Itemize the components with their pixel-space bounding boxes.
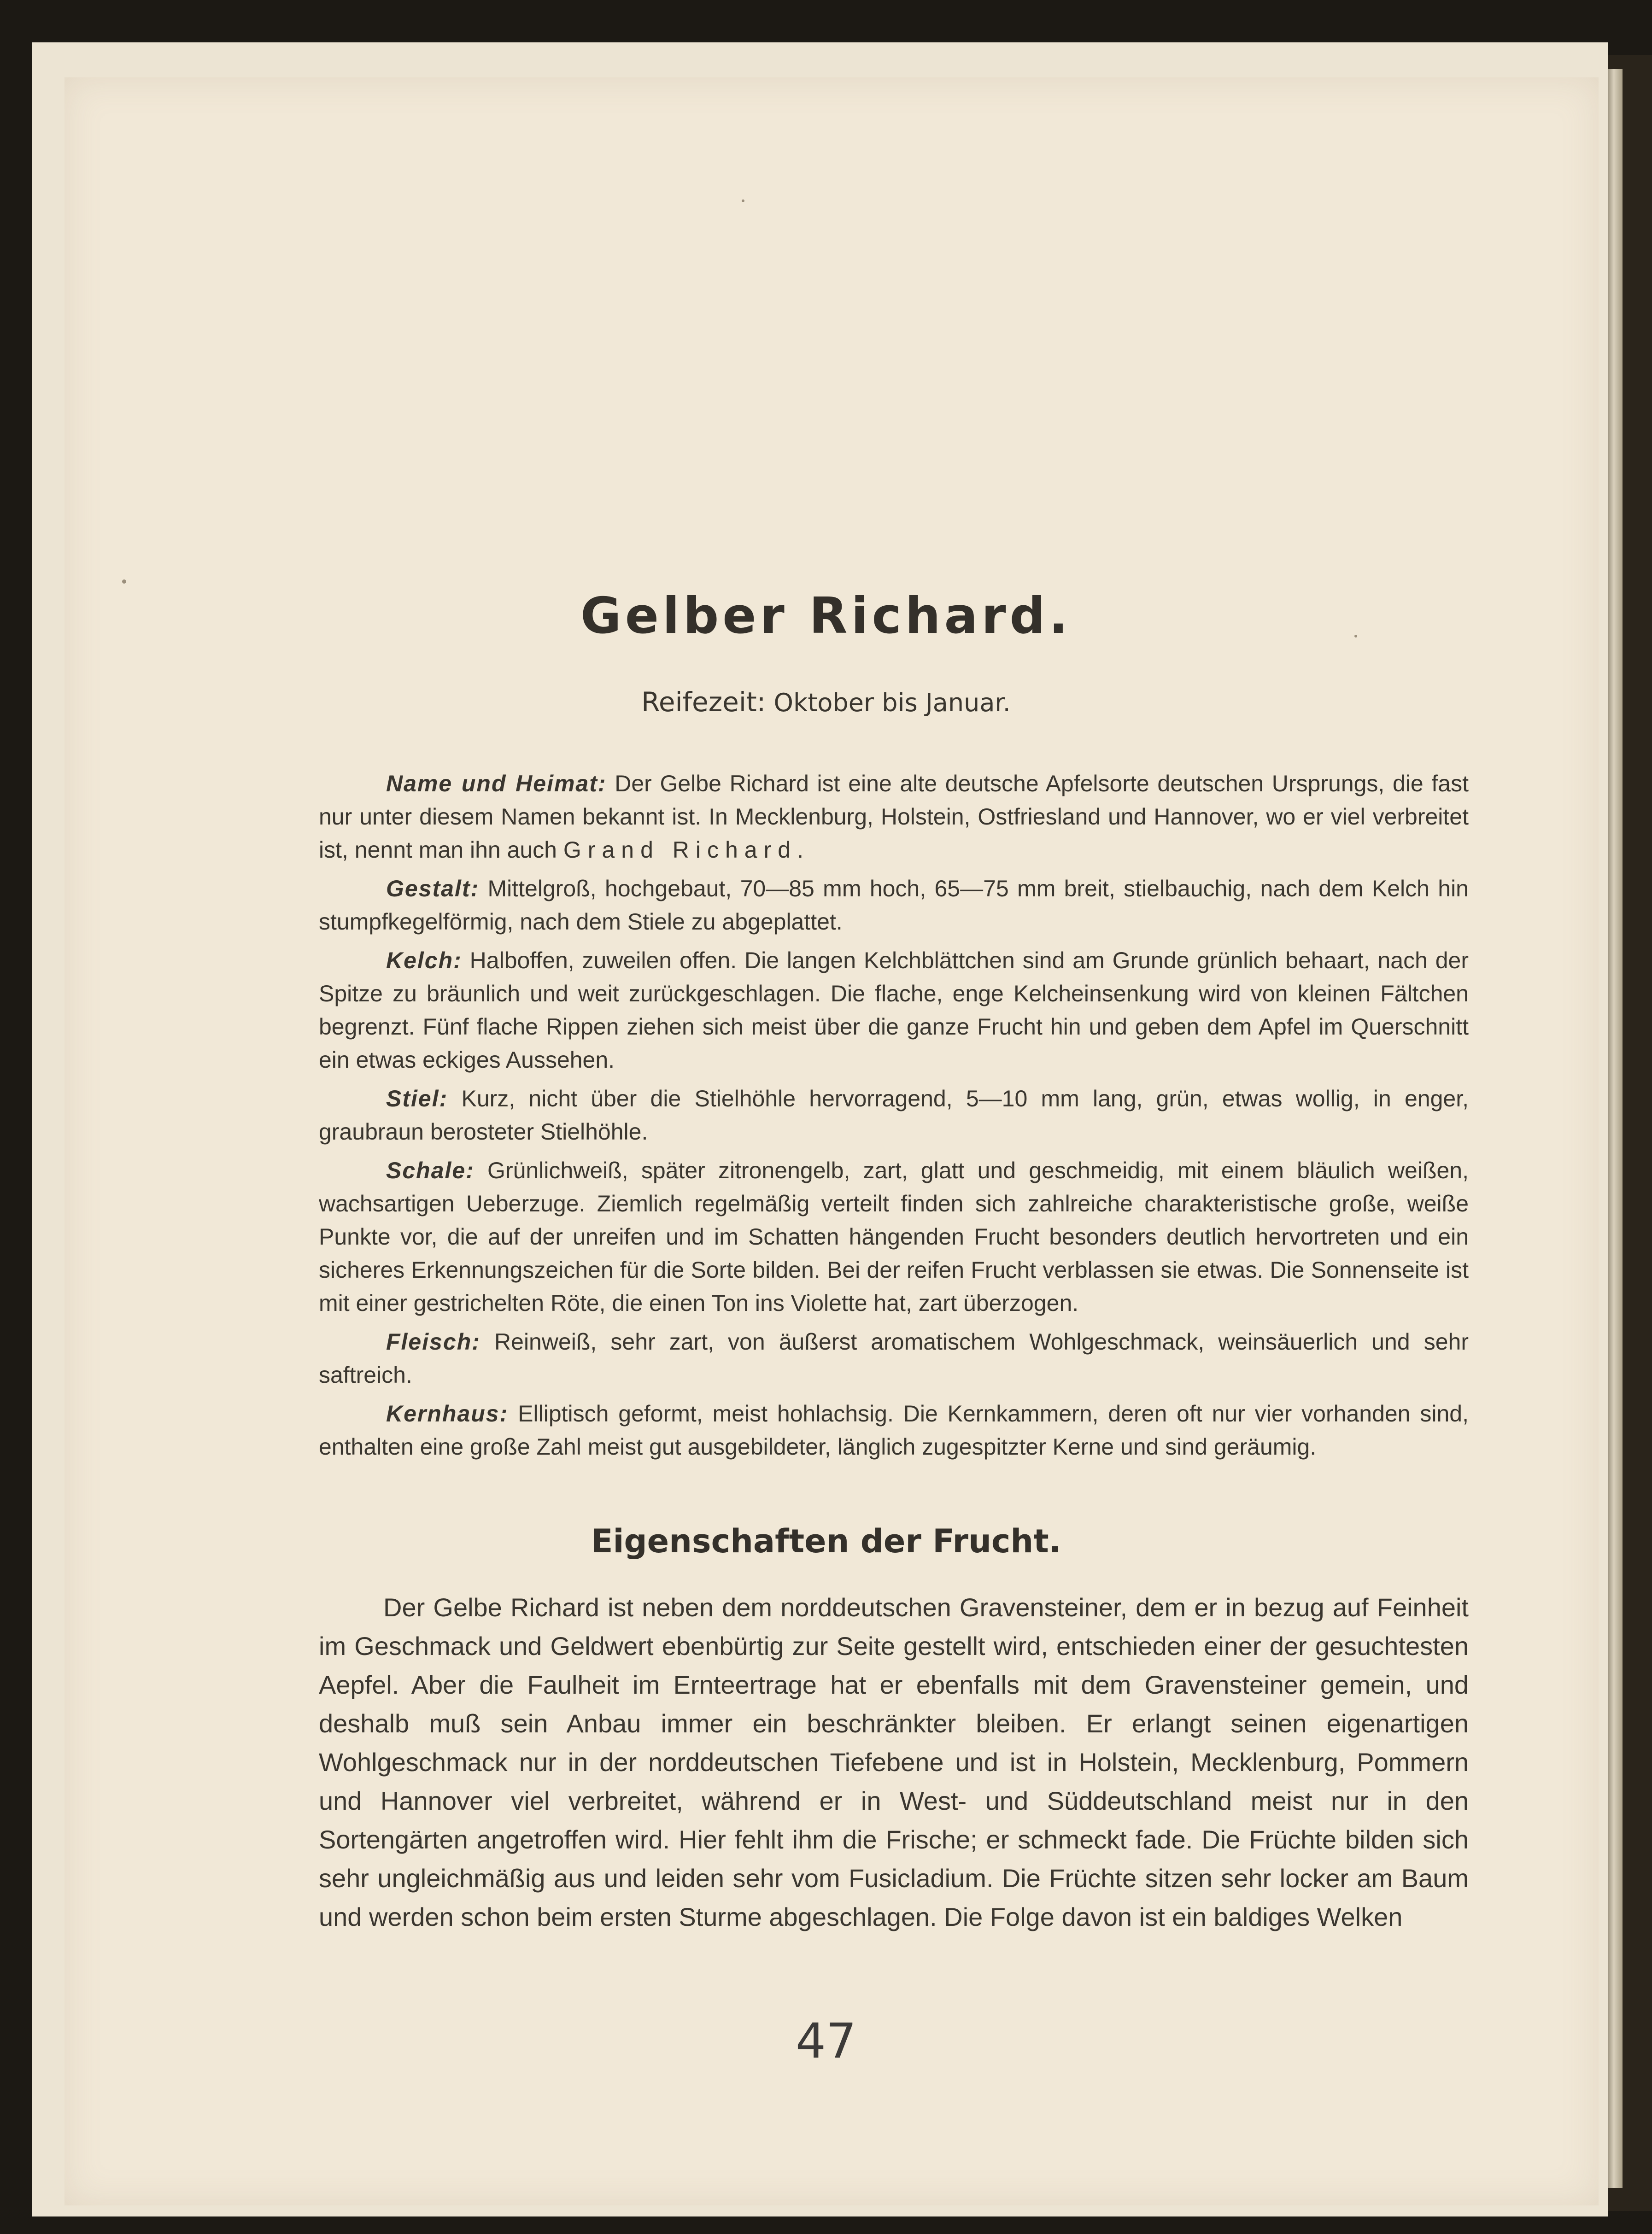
description-text: Elliptisch geformt, meist hohlachsig. Die Kernkammern, deren oft nur vier vorhanden sind, enthalten eine große Zahl meist gut ausgebildeter, länglich zugespitzter Kerne und sind geräumig. — [319, 1401, 1469, 1460]
page-number: 47 — [795, 2013, 857, 2069]
spaced-name: Grand Richard — [563, 837, 797, 863]
ripening-time — [0, 686, 1652, 718]
section-heading: Eigenschaften der Frucht. — [591, 1522, 1061, 1560]
paper-speck — [742, 199, 744, 202]
description-paragraph — [319, 767, 1469, 866]
description-key: Kelch: — [386, 947, 462, 973]
section-text: Der Gelbe Richard ist neben dem norddeutschen Gravensteiner, dem er in bezug auf Feinheit im Geschmack und Geldwert ebenbürtig zur Seite gestellt wird, entschieden einer der gesuchtesten Aepfel. Aber die Faulheit im Ernteertrage hat er ebenfalls mit dem Gravensteiner gemein, und deshalb muß sein Anbau immer ein beschränkter bleiben. Er erlangt seinen eigenartigen Wohlgeschmack nur in der norddeutschen Tiefebene und ist in Holstein, Mecklenburg, Pommern und Hannover viel verbreitet, während er in West- und Süddeutschland meist nur in den Sortengärten angetroffen wird. Hier fehlt ihm die Frische; er schmeckt fade. Die Früchte bilden sich sehr ungleichmäßig aus und leiden sehr vom Fusicladium. Die Früchte sitzen sehr locker am Baum und werden schon beim ersten Sturme abgeschlagen. Die Folge davon ist ein baldiges Welken — [319, 1593, 1469, 1931]
variety-description — [319, 767, 1469, 1469]
description-paragraph — [319, 1082, 1469, 1148]
page-title: Gelber Richard. — [580, 587, 1072, 645]
description-text-end: . — [797, 837, 803, 863]
ripening-label: Reifezeit: — [641, 686, 766, 718]
description-text: Mittelgroß, hochgebaut, 70—85 mm hoch, 65—75 mm breit, stielbauchig, nach dem Kelch hin stumpfkegelförmig, nach dem Stiele zu abgeplattet. — [319, 876, 1469, 935]
ripening-value: Oktober bis Januar. — [773, 688, 1011, 717]
description-text: Grünlichweiß, später zitronengelb, zart, glatt und geschmeidig, mit einem bläulich weißen, wachsartigen Ueberzuge. Ziemlich regelmäßig verteilt finden sich zahlreiche charakteristische große, weiße Punkte vor, die auf der unreifen und im Schatten hängenden Frucht besonders deutlich hervortreten und ein sicheres Erkennungszeichen für die Sorte bilden. Bei der reifen Frucht verblassen sie etwas. Die Sonnenseite ist mit einer gestrichelten Röte, die einen Ton ins Violette hat, zart überzogen. — [319, 1158, 1469, 1316]
paper-speck — [122, 579, 126, 584]
description-key: Gestalt: — [386, 876, 480, 901]
description-text: Reinweiß, sehr zart, von äußerst aromatischem Wohlgeschmack, weinsäuerlich und sehr saftreich. — [319, 1329, 1469, 1388]
description-key: Stiel: — [386, 1086, 448, 1111]
description-paragraph — [319, 1154, 1469, 1320]
description-text: Der Gelbe Richard ist eine alte deutsche Apfelsorte deutschen Ursprungs, die fast nur unter diesem Namen bekannt ist. In Mecklenburg, Holstein, Ostfriesland und Hannover, wo er viel verbreitet ist, nennt man ihn auch — [319, 771, 1469, 863]
description-paragraph — [319, 1325, 1469, 1392]
description-key: Name und Heimat: — [386, 771, 607, 796]
description-key: Kernhaus: — [386, 1401, 509, 1427]
description-key: Schale: — [386, 1158, 475, 1183]
description-paragraph — [319, 872, 1469, 938]
description-paragraph — [319, 944, 1469, 1076]
description-text: Kurz, nicht über die Stielhöhle hervorragend, 5—10 mm lang, grün, etwas wollig, in enger, graubraun berosteter Stielhöhle. — [319, 1086, 1469, 1145]
description-key: Fleisch: — [386, 1329, 480, 1355]
description-text: Halboffen, zuweilen offen. Die langen Kelchblättchen sind am Grunde grünlich behaart, nach der Spitze zu bräunlich und weit zurückgeschlagen. Die flache, enge Kelcheinsenkung wird von kleinen Fältchen begrenzt. Fünf flache Rippen ziehen sich meist über die ganze Frucht hin und geben dem Apfel im Querschnitt ein etwas eckiges Aussehen. — [319, 947, 1469, 1073]
description-paragraph — [319, 1397, 1469, 1463]
